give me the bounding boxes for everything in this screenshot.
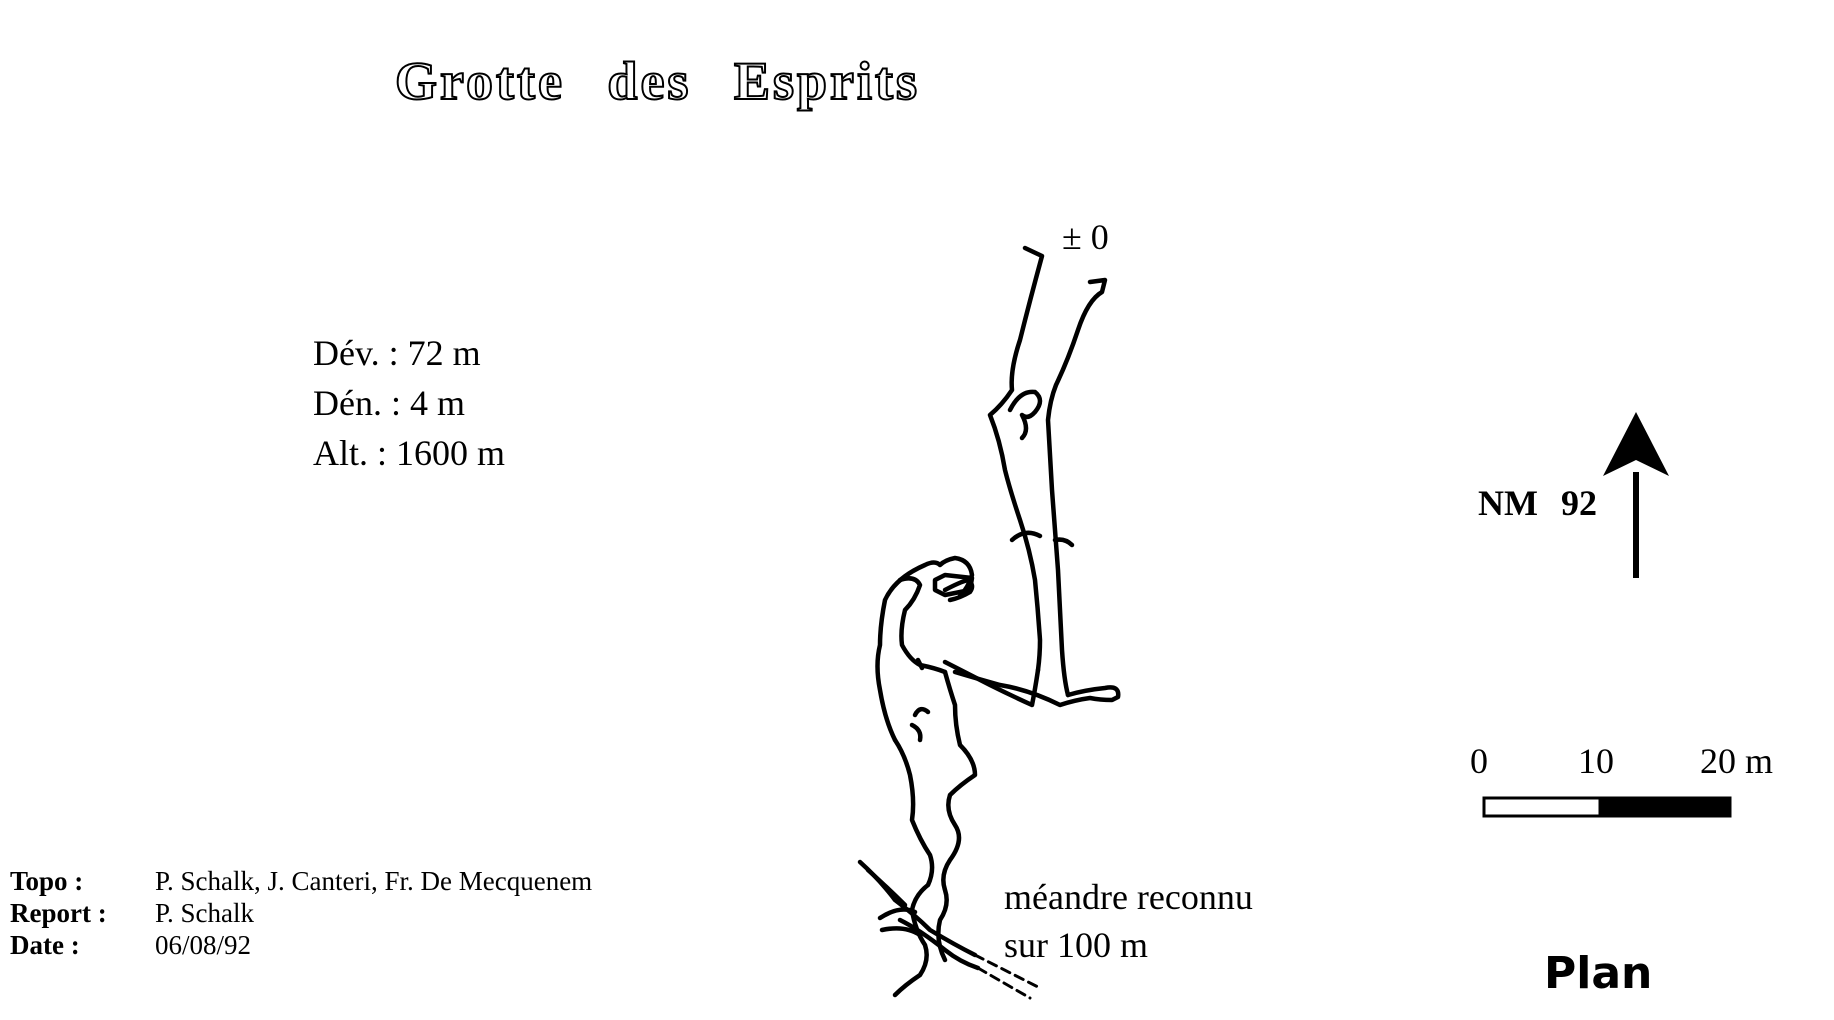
topo-value: P. Schalk, J. Canteri, Fr. De Mecquenem: [155, 866, 593, 896]
meander-crossing-2: [868, 870, 978, 968]
entrance-elevation-label: ± 0: [1062, 217, 1109, 257]
upper-gallery-west-wall: [990, 248, 1042, 670]
report-label: Report :: [10, 898, 107, 928]
topo-label: Topo :: [10, 866, 84, 896]
view-label: Plan: [1544, 948, 1653, 999]
meander-note-line-1: méandre reconnu: [1004, 877, 1253, 917]
lower-passage-east-wall: [938, 672, 975, 960]
stat-development: Dév. : 72 m: [313, 333, 481, 373]
date-label: Date :: [10, 930, 80, 960]
map-title: Grotte des Esprits: [395, 51, 920, 111]
side-bulge: [1012, 533, 1072, 545]
date-value: 06/08/92: [155, 930, 252, 960]
stat-altitude: Alt. : 1600 m: [313, 433, 506, 473]
scale-tick-10: 10: [1578, 741, 1614, 781]
meander-dashed-continuation: [975, 955, 1040, 998]
scale-tick-0: 0: [1470, 741, 1488, 781]
lower-passage-west-wall: [895, 740, 932, 995]
scale-tick-20: 20 m: [1700, 741, 1774, 781]
scale-bar: [1484, 798, 1730, 816]
report-value: P. Schalk: [155, 898, 255, 928]
stat-depth: Dén. : 4 m: [313, 383, 465, 423]
meander-note-line-2: sur 100 m: [1004, 925, 1148, 965]
north-arrow-icon: [1603, 412, 1669, 578]
upper-gallery-east-wall: [1048, 280, 1105, 695]
north-label: NM 92: [1478, 483, 1597, 523]
lower-passage-wiggle: [912, 660, 928, 740]
cave-passage-outline: [860, 248, 1118, 995]
upper-chamber: [1010, 392, 1040, 438]
